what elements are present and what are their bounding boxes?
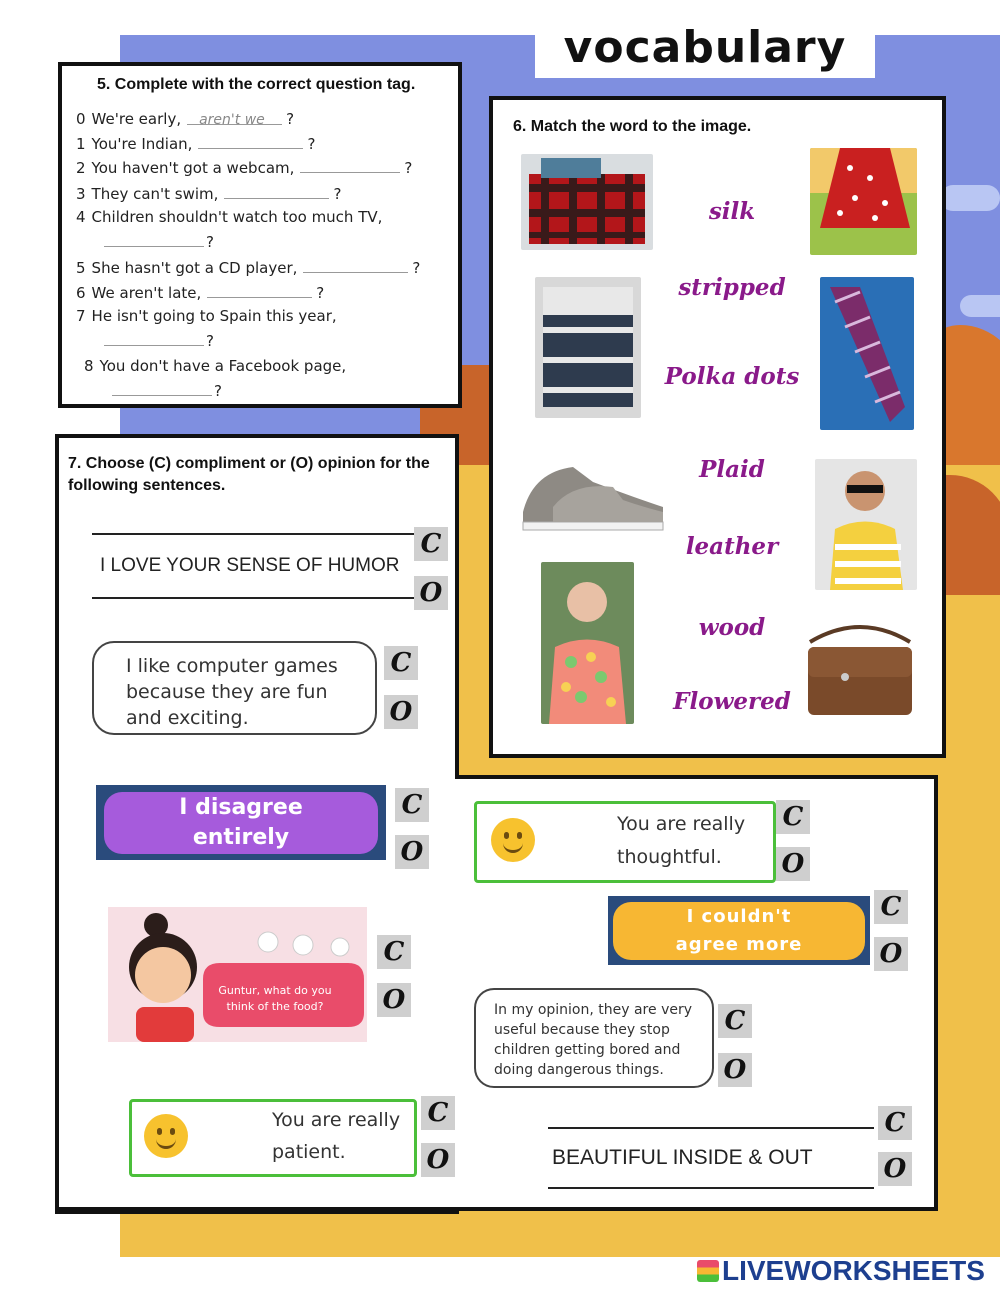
o-button-food[interactable]: O [377, 983, 411, 1017]
smiley-icon [144, 1114, 188, 1158]
section5-heading: 5. Complete with the correct question tag. [97, 76, 416, 93]
card-games [92, 641, 377, 735]
shoes-image [513, 452, 671, 542]
question-row [76, 184, 341, 203]
section6-heading: 6. Match the word to the image. [513, 118, 752, 135]
card-agree [608, 896, 870, 965]
question-mark: ? [206, 233, 214, 251]
question-text: He isn't going to Spain this year, [91, 307, 337, 325]
question-number: 2 [76, 159, 86, 177]
striped-tank-man-image [815, 459, 917, 590]
question-row [76, 134, 315, 153]
question-number: 5 [76, 259, 86, 277]
polka-dress-image [810, 148, 917, 255]
card-beautiful [548, 1127, 874, 1189]
flower-person-icon [541, 562, 634, 724]
answer-blank[interactable] [104, 331, 204, 346]
sweater-image [535, 277, 641, 418]
question-text: Children shouldn't watch too much TV, [91, 208, 383, 226]
o-button-games[interactable]: O [384, 695, 418, 729]
answer-blank[interactable] [187, 110, 282, 128]
smiley-icon [491, 818, 535, 862]
shoes-icon [513, 452, 671, 542]
cloud [940, 185, 1000, 211]
question-mark: ? [307, 135, 316, 153]
card-patient-text: You are really patient. [272, 1109, 401, 1163]
card-humor-text: I LOVE YOUR SENSE OF HUMOR [100, 555, 400, 576]
answer-blank[interactable] [303, 258, 408, 273]
card-disagree-text: I disagree entirely [179, 794, 303, 850]
question-row [76, 258, 420, 277]
question-mark: ? [316, 284, 325, 302]
page-title: vocabulary [563, 22, 847, 73]
card-food-text: Guntur, what do you think of the food? [218, 984, 332, 1013]
c-button-humor[interactable]: C [414, 527, 448, 561]
c-button-patient[interactable]: C [421, 1096, 455, 1130]
question-text: We're early, [91, 110, 182, 128]
question-mark: ? [333, 185, 342, 203]
question-number: 0 [76, 110, 86, 128]
question-row-continued [112, 381, 222, 400]
sweater-icon [535, 277, 641, 418]
question-number: 7 [76, 307, 86, 325]
question-number: 6 [76, 284, 86, 302]
footer-brand[interactable]: LIVEWORKSHEETS [722, 1255, 985, 1286]
c-button-games[interactable]: C [384, 646, 418, 680]
word-silk[interactable]: silk [708, 198, 756, 225]
plaid-shirt-image [521, 154, 653, 250]
c-button-disagree[interactable]: C [395, 788, 429, 822]
o-button-thoughtful[interactable]: O [776, 847, 810, 881]
question-number: 8 [84, 357, 94, 375]
person-icon [815, 459, 917, 590]
card-opinion-text: In my opinion, they are very useful because they stop children getting bored and doing dangerous things. [494, 1002, 693, 1078]
o-button-beautiful[interactable]: O [878, 1152, 912, 1186]
question-row [76, 208, 382, 226]
question-row [76, 158, 412, 177]
question-text: You haven't got a webcam, [91, 159, 295, 177]
o-button-agree[interactable]: O [874, 937, 908, 971]
question-mark: ? [412, 259, 421, 277]
answer-blank[interactable] [300, 158, 400, 173]
card-humor [92, 533, 420, 599]
card-agree-pill [613, 902, 865, 960]
question-row-continued [104, 331, 214, 350]
o-button-humor[interactable]: O [414, 576, 448, 610]
striped-tie-icon [820, 277, 914, 430]
answer-blank[interactable] [104, 232, 204, 247]
c-button-agree[interactable]: C [874, 890, 908, 924]
question-text: They can't swim, [91, 185, 219, 203]
word-stripped[interactable]: stripped [678, 274, 786, 301]
word-plaid[interactable]: Plaid [699, 456, 765, 483]
question-row [76, 110, 294, 128]
question-mark: ? [404, 159, 413, 177]
question-mark: ? [286, 110, 295, 128]
c-button-food[interactable]: C [377, 935, 411, 969]
card-agree-text: I couldn't agree more [675, 905, 803, 955]
answer-blank[interactable] [198, 134, 303, 149]
o-button-patient[interactable]: O [421, 1143, 455, 1177]
question-number: 1 [76, 135, 86, 153]
card-thoughtful-text: You are really thoughtful. [617, 813, 746, 868]
c-button-beautiful[interactable]: C [878, 1106, 912, 1140]
question-row [76, 307, 337, 325]
flowered-shirt-woman-image [541, 562, 634, 724]
question-number: 4 [76, 208, 86, 226]
word-wood[interactable]: wood [698, 614, 766, 641]
leather-bag-icon [800, 622, 920, 722]
card-disagree-pill [104, 792, 378, 854]
card-opinion [474, 988, 714, 1088]
sample-answer: aren't we [199, 112, 265, 128]
question-row-continued [104, 232, 214, 251]
word-flowered[interactable]: Flowered [673, 688, 791, 715]
word-polka-dots[interactable]: Polka dots [664, 363, 800, 390]
question-row [76, 283, 324, 302]
question-text: She hasn't got a CD player, [91, 259, 298, 277]
card-beautiful-text: BEAUTIFUL INSIDE & OUT [552, 1146, 813, 1169]
o-button-opinion[interactable]: O [718, 1053, 752, 1087]
striped-tie-image [820, 277, 914, 430]
word-leather[interactable]: leather [685, 533, 779, 560]
c-button-opinion[interactable]: C [718, 1004, 752, 1038]
c-button-thoughtful[interactable]: C [776, 800, 810, 834]
card-thoughtful [474, 801, 776, 883]
card-patient [129, 1099, 417, 1177]
liveworksheets-logo-icon [697, 1260, 719, 1282]
question-mark: ? [214, 382, 222, 400]
question-mark: ? [206, 332, 214, 350]
question-text: You're Indian, [91, 135, 193, 153]
girl-illustration-icon [108, 907, 367, 1042]
question-text: We aren't late, [91, 284, 202, 302]
leather-bag-image [800, 622, 920, 722]
cloud [960, 295, 1000, 317]
section7-heading: 7. Choose (C) compliment or (O) opinion for the following sentences. [68, 455, 430, 494]
question-number: 3 [76, 185, 86, 203]
card-food [108, 907, 367, 1042]
card-disagree [96, 785, 386, 860]
answer-blank[interactable] [224, 184, 329, 199]
plaid-shirt-icon [521, 154, 653, 250]
o-button-disagree[interactable]: O [395, 835, 429, 869]
answer-blank[interactable] [207, 283, 312, 298]
answer-blank[interactable] [112, 381, 212, 396]
card-games-text: I like computer games because they are fun and exciting. [126, 655, 338, 729]
question-text: You don't have a Facebook page, [99, 357, 347, 375]
question-row [84, 357, 346, 375]
polka-dress-icon [810, 148, 917, 255]
